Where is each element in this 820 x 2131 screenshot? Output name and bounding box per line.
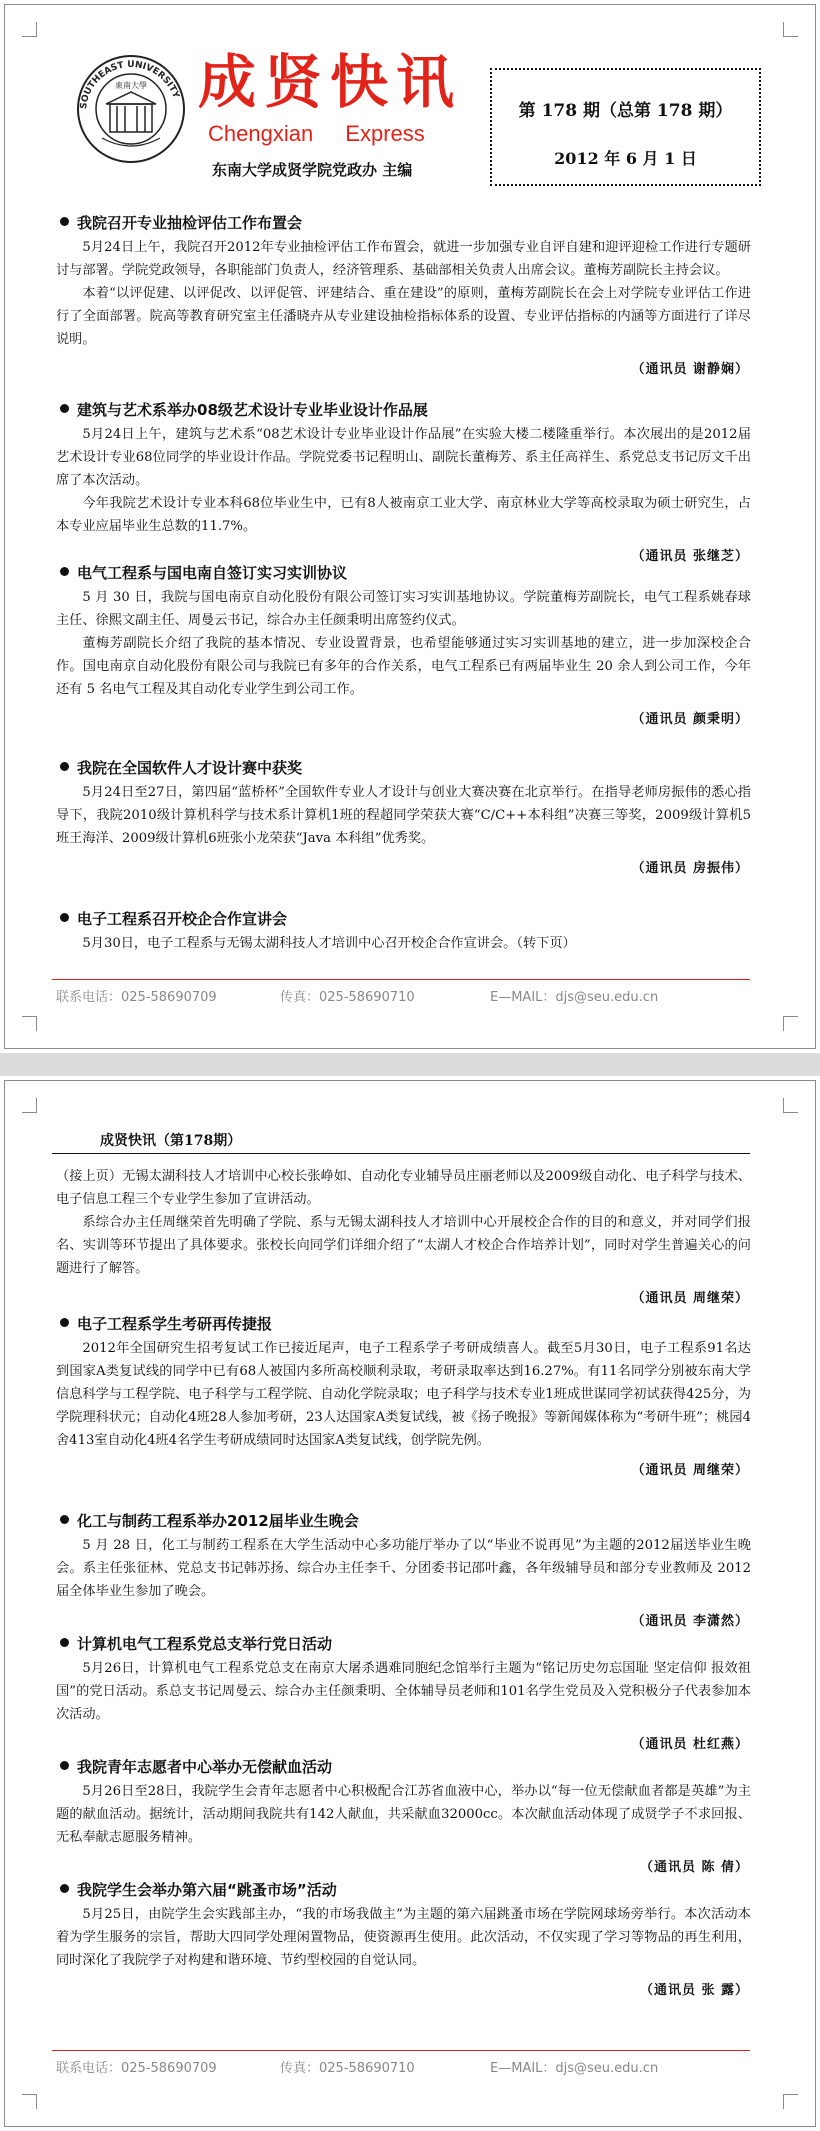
- article-byline: （通讯员 房振伟）: [631, 861, 749, 876]
- article: [56, 757, 751, 880]
- article-byline: （通讯员 张继芝）: [631, 549, 749, 564]
- article-body: [56, 1780, 751, 1849]
- article-byline: （通讯员 颜秉明）: [631, 712, 749, 727]
- bullet-icon: [60, 567, 69, 576]
- article-body: [56, 781, 751, 850]
- crop-mark: [783, 1098, 798, 1113]
- article-byline: （通讯员 陈 倩）: [639, 1860, 749, 1875]
- bullet-icon: [60, 913, 69, 922]
- running-head: 成贤快讯（第178期）: [100, 1133, 242, 1149]
- article-body: [56, 236, 751, 351]
- article-body: [56, 1657, 751, 1726]
- paragraph: 5月26日至28日，我院学生会青年志愿者中心积极配合江苏省血液中心，举办以“每一位无偿献血者都是英雄”为主题的献血活动。据统计，活动期间我院共有142人献血，共采献血32000cc。本次献血活动体现了成贤学子不求回报、无私奉献志愿服务精神。: [56, 1784, 751, 1845]
- footer-email[interactable]: E—MAIL：djs@seu.edu.cn: [490, 990, 659, 1005]
- bullet-icon: [60, 762, 69, 771]
- svg-text:SOUTHEAST UNIVERSITY: SOUTHEAST UNIVERSITY: [79, 59, 181, 110]
- paragraph: 本着“以评促建、以评促改、以评促管、评建结合、重在建设”的原则，董梅芳副院长在会上对学院专业评估工作进行了全面部署。院高等教育研究室主任潘晓卉从专业建设抽检指标体系的设置、专业评估指标的内涵等方面进行了详尽说明。: [56, 286, 751, 347]
- crop-mark: [22, 2094, 37, 2109]
- article: [56, 1163, 751, 1310]
- footer-phone: 联系电话：025-58690709: [56, 2061, 217, 2076]
- bullet-icon: [60, 1761, 69, 1770]
- paragraph: 5 月 28 日，化工与制药工程系在大学生活动中心多功能厅举办了以“毕业不说再见”为主题的2012届送毕业生晚会。系主任张征林、党总支书记韩苏扬、综合办主任李千、分团委书记邵叶鑫，各年级辅导员和部分专业教师及 2012 届全体毕业生参加了晚会。: [56, 1538, 751, 1599]
- paragraph: 系综合办主任周继荣首先明确了学院、系与无锡太湖科技人才培训中心开展校企合作的目的和意义，并对同学们报名、实训等环节提出了具体要求。张校长向同学们详细介绍了“太湖人才校企合作培养计划”，同时对学生普遍关心的问题进行了解答。: [56, 1215, 751, 1276]
- paragraph: 5月30日，电子工程系与无锡太湖科技人才培训中心召开校企合作宣讲会。（转下页）: [82, 936, 576, 951]
- issue-number: 第 178 期（总第 178 期）: [518, 101, 733, 121]
- article-byline: （通讯员 李潇然）: [631, 1614, 749, 1629]
- paragraph: 5 月 30 日，我院与国电南京自动化股份有限公司签订实习实训基地协议。学院董梅芳副院长，电气工程系姚春球主任、徐熙文副主任、周曼云书记，综合办主任颜秉明出席签约仪式。: [56, 590, 751, 628]
- header-divider: [52, 1153, 750, 1154]
- paragraph: 今年我院艺术设计专业本科68位毕业生中，已有8人被南京工业大学、南京林业大学等高校录取为硕士研究生，占本专业应届毕业生总数的11.7%。: [56, 496, 751, 534]
- paragraph: 5月24日至27日，第四届“蓝桥杯”全国软件专业人才设计与创业大赛决赛在北京举行。在指导老师房振伟的悉心指导下，我院2010级计算机科学与技术系计算机1班的程超同学荣获大赛“C/C++本科组”决赛三等奖，2009级计算机5班王海洋、2009级计算机6班张小龙荣获“Java 本科组”优秀奖。: [56, 785, 751, 846]
- article-body: [56, 423, 751, 538]
- article-byline: （通讯员 杜红燕）: [631, 1737, 749, 1752]
- article-body: [56, 932, 751, 955]
- paragraph: 5月26日，计算机电气工程系党总支在南京大屠杀遇难同胞纪念馆举行主题为“铭记历史勿忘国耻 坚定信仰 报效祖国”的党日活动。系总支书记周曼云、综合办主任颜秉明、全体辅导员老师和101名学生党员及入党积极分子代表参加本次活动。: [56, 1661, 751, 1722]
- university-seal-logo: [76, 54, 186, 164]
- article-title: 建筑与艺术系举办08级艺术设计专业毕业设计作品展: [60, 399, 751, 421]
- bullet-icon: [60, 1638, 69, 1647]
- bullet-icon: [60, 1515, 69, 1524]
- article-byline: （通讯员 周继荣）: [631, 1291, 749, 1306]
- issue-box: [490, 68, 761, 186]
- paragraph: 5月24日上午，我院召开2012年专业抽检评估工作布置会，就进一步加强专业自评自建和迎评迎检工作进行专题研讨与部署。学院党政领导，各职能部门负责人，经济管理系、基础部相关负责人出席会议。董梅芳副院长主持会议。: [56, 240, 751, 278]
- article-byline: （通讯员 谢静娴）: [631, 362, 749, 377]
- article-title: 化工与制药工程系举办2012届毕业生晚会: [60, 1510, 751, 1532]
- footer-fax: 传真：025-58690710: [280, 990, 415, 1005]
- crop-mark: [783, 1016, 798, 1031]
- bullet-icon: [60, 1318, 69, 1327]
- bullet-icon: [60, 217, 69, 226]
- article: [56, 1313, 751, 1482]
- paragraph: 5月24日上午，建筑与艺术系“08艺术设计专业毕业设计作品展”在实验大楼二楼隆重举行。本次展出的是2012届艺术设计专业68位同学的毕业设计作品。学院党委书记程明山、副院长董梅芳、系主任高祥生、系党总支书记厉文千出席了本次活动。: [56, 427, 751, 488]
- article-title: 我院在全国软件人才设计赛中获奖: [60, 757, 751, 779]
- page-1: [0, 0, 820, 1053]
- paragraph: 2012年全国研究生招考复试工作已接近尾声，电子工程系学子考研成绩喜人。截至5月30日，电子工程系91名达到国家A类复试线的同学中已有68人被国内多所高校顺利录取，考研录取率达到16.27%。有11名同学分别被东南大学信息科学与工程学院、电子科学与工程学院、自动化学院录取；电子科学与技术专业1班成世谋同学初试获得425分，为学院理科状元；自动化4班28人参加考研，23人达国家A类复试线，被《扬子晚报》等新闻媒体称为“考研牛班”；桃园4舍413室自动化4班4名学生考研成绩同时达国家A类复试线，创学院先例。: [56, 1341, 751, 1448]
- article: [56, 212, 751, 381]
- article-title: 我院学生会举办第六届“跳蚤市场”活动: [60, 1879, 751, 1901]
- article-title: 电气工程系与国电南自签订实习实训协议: [60, 562, 751, 584]
- article: [56, 562, 751, 731]
- crop-mark: [783, 22, 798, 37]
- newsletter-title: 成贤快讯: [198, 48, 463, 116]
- crop-mark: [22, 1098, 37, 1113]
- svg-text:東南大學: 東南大學: [115, 81, 147, 90]
- article-byline: （通讯员 张 露）: [639, 1983, 749, 1998]
- footer-fax: 传真：025-58690710: [280, 2061, 415, 2076]
- footer-phone: 联系电话：025-58690709: [56, 990, 217, 1005]
- article-body: [56, 1337, 751, 1452]
- footer-divider: [52, 979, 750, 980]
- footer-divider: [52, 2050, 750, 2051]
- article-title: 我院青年志愿者中心举办无偿献血活动: [60, 1756, 751, 1778]
- article-title: 电子工程系召开校企合作宣讲会: [60, 908, 751, 930]
- article: [56, 1879, 751, 2002]
- crop-mark: [22, 1016, 37, 1031]
- article-title: 电子工程系学生考研再传捷报: [60, 1313, 751, 1335]
- article: [56, 399, 751, 568]
- crop-mark: [783, 2094, 798, 2109]
- newsletter-title-english: Chengxian Express: [208, 121, 425, 146]
- article: [56, 1756, 751, 1879]
- page-2: [0, 1076, 820, 2131]
- article: [56, 1510, 751, 1633]
- bullet-icon: [60, 1884, 69, 1893]
- article-title: 计算机电气工程系党总支举行党日活动: [60, 1633, 751, 1655]
- article: [56, 908, 751, 955]
- article-body: [56, 1903, 751, 1972]
- article-title: 我院召开专业抽检评估工作布置会: [60, 212, 751, 234]
- article-body: [56, 586, 751, 701]
- article-body: [56, 1534, 751, 1603]
- paragraph: 董梅芳副院长介绍了我院的基本情况、专业设置背景，也希望能够通过实习实训基地的建立，进一步加深校企合作。国电南京自动化股份有限公司与我院已有多年的合作关系，电气工程系已有两届毕业生 20 余人到公司工作，今年还有 5 名电气工程及其自动化专业学生到公司工作。: [56, 636, 751, 697]
- publisher-line: 东南大学成贤学院党政办 主编: [212, 161, 413, 179]
- crop-mark: [22, 22, 37, 37]
- paragraph: 5月25日，由院学生会实践部主办，“我的市场我做主”为主题的第六届跳蚤市场在学院网球场旁举行。本次活动本着为学生服务的宗旨，帮助大四同学处理闲置物品，使资源再生使用。此次活动，不仅实现了学习等物品的再生利用，同时深化了我院学子对构建和谐环境、节约型校园的自觉认同。: [56, 1907, 751, 1968]
- article-body: [56, 1165, 751, 1280]
- article-byline: （通讯员 周继荣）: [631, 1463, 749, 1478]
- paragraph: （接上页）无锡太湖科技人才培训中心校长张峥如、自动化专业辅导员庄丽老师以及2009级自动化、电子科学与技术、电子信息工程三个专业学生参加了宣讲活动。: [56, 1169, 751, 1207]
- footer-email[interactable]: E—MAIL：djs@seu.edu.cn: [490, 2061, 659, 2076]
- article: [56, 1633, 751, 1756]
- issue-date: 2012 年 6 月 1 日: [554, 149, 697, 168]
- bullet-icon: [60, 404, 69, 413]
